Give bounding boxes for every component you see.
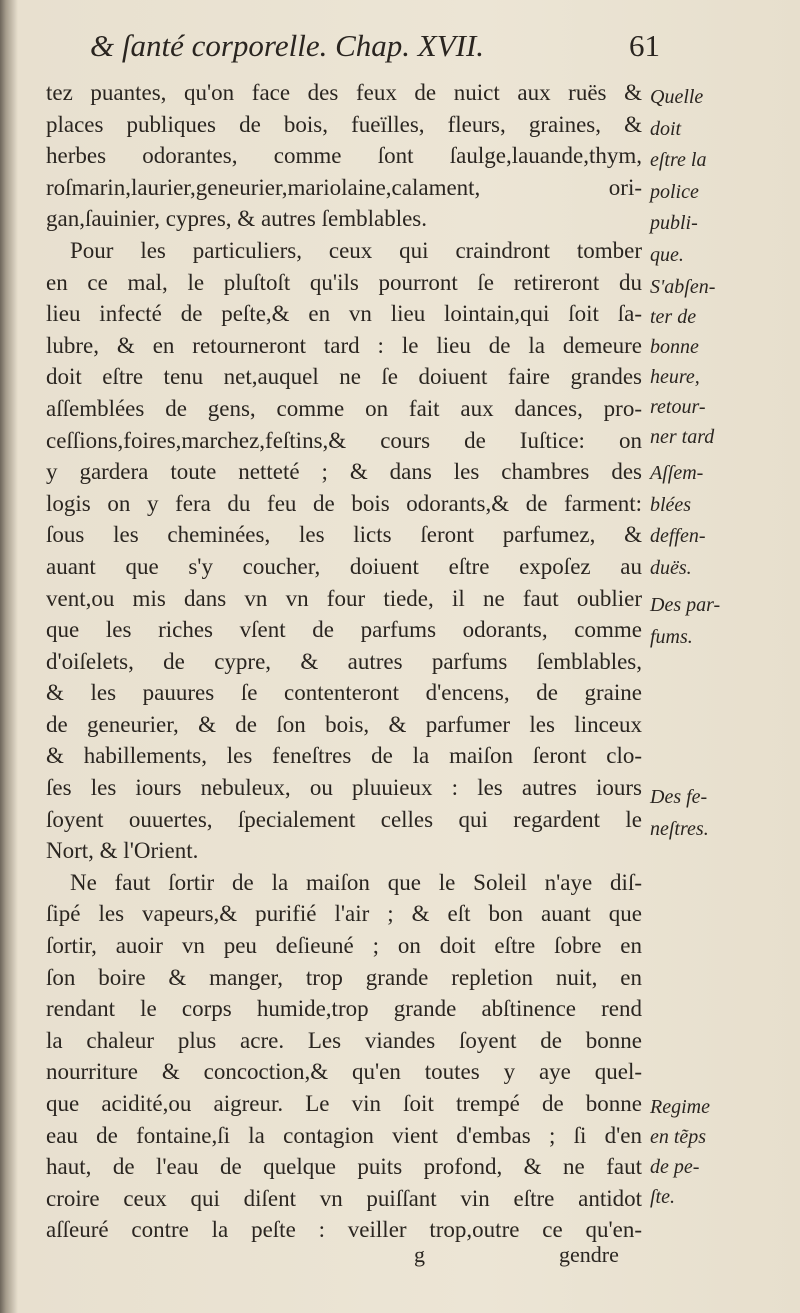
text-line: la chaleur plus acre. Les viandes ſoyent de bonne <box>46 1027 642 1053</box>
text-line: places publiques de bois, fueïlles, fleurs, graines, & <box>46 111 642 137</box>
margin-note-line: fums. <box>650 625 693 648</box>
text-line: Ne faut ſortir de la maiſon que le Soleil n'aye diſ- <box>70 869 642 895</box>
text-line: aſſeuré contre la peſte : veiller trop,outre ce qu'en- <box>46 1217 642 1243</box>
main-text-block <box>46 77 642 1246</box>
margin-note-line: publi- <box>650 212 698 235</box>
margin-note-absence <box>650 272 760 452</box>
margin-note-line: police <box>650 180 699 203</box>
text-line: en ce mal, le pluſtoſt qu'ils pourront ſe retireront du <box>46 269 642 295</box>
text-line: ſortir, auoir vn peu deſieuné ; on doit eſtre ſobre en <box>46 933 642 959</box>
margin-note-line: S'abſen- <box>650 276 716 298</box>
text-line: auant que s'y coucher, doiuent eſtre expoſez au <box>46 553 642 579</box>
text-line: ſon boire & manger, trop grande repletion nuit, en <box>46 964 642 990</box>
margin-note-line: Des par- <box>650 594 721 616</box>
text-line: nourriture & concoction,& qu'en toutes y aye quel- <box>46 1059 642 1085</box>
margin-note-line: deffen- <box>650 525 706 548</box>
page-number: 61 <box>629 28 660 63</box>
catchword: gendre <box>559 1242 619 1267</box>
text-line: ſous les cheminées, les licts ſeront parfumez, & <box>46 522 642 548</box>
text-line: ſipé les vapeurs,& purifié l'air ; & eſt bon auant que <box>46 901 642 927</box>
text-line: que acidité,ou aigreur. Le vin ſoit trempé de bonne <box>46 1091 642 1116</box>
text-line: de geneurier, & de ſon bois, & parfumer les linceux <box>46 711 642 737</box>
text-line: Pour les particuliers, ceux qui craindront tomber <box>70 237 642 263</box>
margin-note-line: que. <box>650 243 684 266</box>
text-line: ceſſions,foires,marchez,feſtins,& cours de Iuſtice: on <box>46 427 642 453</box>
margin-note-line: neſtres. <box>650 817 709 840</box>
margin-note-windows <box>650 782 760 845</box>
margin-note-line: ter de <box>650 306 697 328</box>
text-line: Nort, & l'Orient. <box>46 838 199 864</box>
text-line: que les riches vſent de parfums odorants, comme <box>46 617 642 643</box>
margin-note-line: ſte. <box>650 1186 675 1208</box>
margin-note-line: en tẽps <box>650 1126 707 1148</box>
text-line: lubre, & en retourneront tard : le lieu de la demeure <box>46 332 642 358</box>
text-line: & les pauures ſe contenteront d'encens, de graine <box>46 680 642 706</box>
margin-note-line: Quelle <box>650 86 704 108</box>
text-line: rendant le corps humide,trop grande abſtinence rend <box>46 996 642 1022</box>
text-line: doit eſtre tenu net,auquel ne ſe doiuent faire grandes <box>46 364 642 390</box>
text-line: ſoyent ouuertes, ſpecialement celles qui regardent le <box>46 806 642 832</box>
margin-note-line: Aſſem- <box>650 462 704 484</box>
margin-note-line: Regime <box>650 1096 710 1118</box>
running-title: & ſanté corporelle. Chap. XVII. <box>90 28 485 63</box>
margin-note-line: duës. <box>650 556 692 579</box>
text-line: herbes odorantes, comme ſont ſaulge,lauande,thym, <box>46 143 642 169</box>
text-line: ſes les iours nebuleux, ou pluuieux : les autres iours <box>46 775 642 801</box>
margin-note-line: heure, <box>650 366 700 388</box>
margin-note-line: doit <box>650 117 682 140</box>
margin-note-line: Des fe- <box>650 786 708 808</box>
margin-note-line: ner tard <box>650 426 715 448</box>
margin-note-perfumes <box>650 590 760 653</box>
text-line: & habillements, les feneſtres de la maiſon ſeront clo- <box>46 743 642 769</box>
text-line: vent,ou mis dans vn vn four tiede, il ne faut oublier <box>46 585 642 611</box>
text-line: lieu infecté de peſte,& en vn lieu lointain,qui ſoit ſa- <box>46 301 642 327</box>
margin-note-line: bonne <box>650 336 699 358</box>
text-line: haut, de l'eau de quelque puits profond, & ne faut <box>46 1154 642 1180</box>
text-line: roſmarin,laurier,geneurier,mariolaine,calament, ori- <box>46 174 642 200</box>
text-line: gan,ſauinier, cypres, & autres ſemblables. <box>46 206 428 232</box>
running-header <box>90 28 660 72</box>
text-line: logis on y fera du feu de bois odorants,& de farment: <box>46 490 642 516</box>
margin-note-police <box>650 82 760 272</box>
signature-mark: g <box>414 1242 425 1267</box>
text-line: aſſemblées de gens, comme on fait aux dances, pro- <box>46 395 642 421</box>
text-line: croire ceux qui diſent vn puiſſant vin eſtre antidot <box>46 1185 642 1211</box>
margin-note-line: eſtre la <box>650 149 707 172</box>
text-line: tez puantes, qu'on face des feux de nuict aux ruës & <box>46 80 642 105</box>
margin-note-line: blées <box>650 493 692 516</box>
margin-note-assemblies <box>650 458 760 584</box>
text-line: d'oiſelets, de cypre, & autres parfums ſemblables, <box>46 648 642 674</box>
margin-note-regimen <box>650 1092 760 1212</box>
margin-note-line: retour- <box>650 396 706 418</box>
text-line: y gardera toute netteté ; & dans les chambres des <box>46 459 642 485</box>
text-line: eau de fontaine,ſi la contagion vient d'embas ; ſi d'en <box>46 1122 642 1148</box>
margin-note-line: de pe- <box>650 1156 700 1178</box>
